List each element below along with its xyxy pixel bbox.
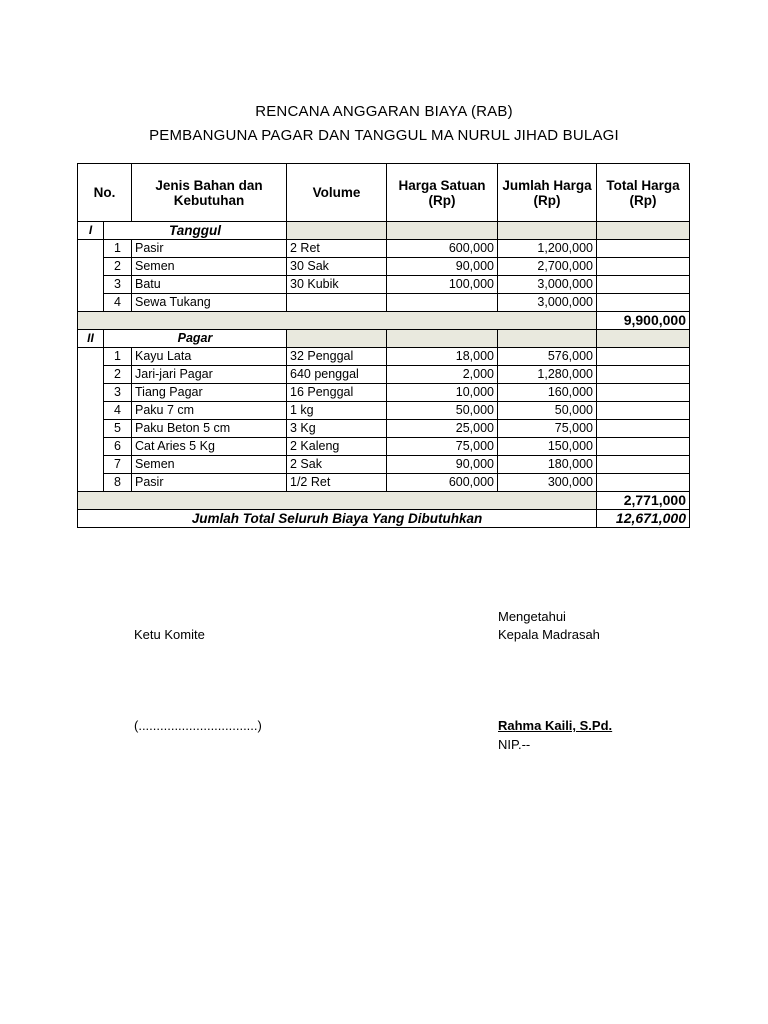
- grand-total-label: Jumlah Total Seluruh Biaya Yang Dibutuhkan: [78, 510, 597, 528]
- item-no: 4: [104, 294, 132, 312]
- item-no: 1: [104, 348, 132, 366]
- header-total-harga: Total Harga (Rp): [597, 164, 690, 222]
- item-volume: 2 Kaleng: [287, 438, 387, 456]
- section-header-row: [78, 330, 690, 348]
- signature-right-name: Rahma Kaili, S.Pd.: [498, 718, 613, 733]
- item-amount: 50,000: [498, 402, 597, 420]
- item-volume: 1 kg: [287, 402, 387, 420]
- item-volume: 3 Kg: [287, 420, 387, 438]
- item-volume: 30 Sak: [287, 258, 387, 276]
- table-header-row: [78, 164, 690, 222]
- item-unit-price: 25,000: [387, 420, 498, 438]
- item-amount: 300,000: [498, 474, 597, 492]
- item-amount: 576,000: [498, 348, 597, 366]
- subtotal-value: 9,900,000: [597, 312, 690, 330]
- signature-right-pre: Mengetahui: [498, 609, 566, 624]
- section-roman: I: [78, 222, 104, 240]
- grand-total-row: [78, 510, 690, 528]
- table-row: [78, 420, 690, 438]
- section-roman: II: [78, 330, 104, 348]
- item-unit-price: 18,000: [387, 348, 498, 366]
- item-amount: 2,700,000: [498, 258, 597, 276]
- item-no: 7: [104, 456, 132, 474]
- signature-left-role: Ketu Komite: [134, 627, 205, 642]
- subtotal-row: [78, 312, 690, 330]
- item-unit-price: 90,000: [387, 456, 498, 474]
- item-unit-price: 100,000: [387, 276, 498, 294]
- item-no: 2: [104, 258, 132, 276]
- item-name: Semen: [132, 258, 287, 276]
- table-row: [78, 294, 690, 312]
- section-title: Pagar: [104, 330, 287, 348]
- item-unit-price: 10,000: [387, 384, 498, 402]
- item-amount: 75,000: [498, 420, 597, 438]
- table-row: [78, 258, 690, 276]
- signature-right-nip: NIP.--: [498, 737, 531, 752]
- item-volume: 32 Penggal: [287, 348, 387, 366]
- item-no: 8: [104, 474, 132, 492]
- header-no: No.: [78, 164, 132, 222]
- item-amount: 3,000,000: [498, 294, 597, 312]
- item-amount: 160,000: [498, 384, 597, 402]
- table-row: [78, 240, 690, 258]
- table-row: [78, 348, 690, 366]
- item-name: Paku 7 cm: [132, 402, 287, 420]
- item-name: Cat Aries 5 Kg: [132, 438, 287, 456]
- signature-right-role: Kepala Madrasah: [498, 627, 600, 642]
- header-jumlah-harga: Jumlah Harga (Rp): [498, 164, 597, 222]
- header-harga-satuan: Harga Satuan (Rp): [387, 164, 498, 222]
- header-volume: Volume: [287, 164, 387, 222]
- item-name: Sewa Tukang: [132, 294, 287, 312]
- item-name: Pasir: [132, 240, 287, 258]
- item-volume: 2 Ret: [287, 240, 387, 258]
- item-unit-price: 90,000: [387, 258, 498, 276]
- item-unit-price: 600,000: [387, 240, 498, 258]
- item-name: Batu: [132, 276, 287, 294]
- item-volume: 16 Penggal: [287, 384, 387, 402]
- item-volume: 640 penggal: [287, 366, 387, 384]
- item-volume: 1/2 Ret: [287, 474, 387, 492]
- item-amount: 1,200,000: [498, 240, 597, 258]
- item-no: 3: [104, 276, 132, 294]
- item-unit-price: 50,000: [387, 402, 498, 420]
- item-name: Paku Beton 5 cm: [132, 420, 287, 438]
- item-unit-price: 75,000: [387, 438, 498, 456]
- item-no: 1: [104, 240, 132, 258]
- item-no: 3: [104, 384, 132, 402]
- table-row: [78, 438, 690, 456]
- item-name: Pasir: [132, 474, 287, 492]
- item-unit-price: 2,000: [387, 366, 498, 384]
- item-name: Semen: [132, 456, 287, 474]
- subtotal-value: 2,771,000: [597, 492, 690, 510]
- subtotal-row: [78, 492, 690, 510]
- document-subtitle: PEMBANGUNA PAGAR DAN TANGGUL MA NURUL JIHAD BULAGI: [149, 127, 619, 144]
- table-row: [78, 456, 690, 474]
- item-unit-price: 600,000: [387, 474, 498, 492]
- item-no: 5: [104, 420, 132, 438]
- header-jenis: Jenis Bahan dan Kebutuhan: [132, 164, 287, 222]
- item-amount: 180,000: [498, 456, 597, 474]
- table-row: [78, 384, 690, 402]
- table-row: [78, 276, 690, 294]
- item-amount: 150,000: [498, 438, 597, 456]
- item-amount: 3,000,000: [498, 276, 597, 294]
- item-no: 4: [104, 402, 132, 420]
- section-title: Tanggul: [104, 222, 287, 240]
- item-no: 2: [104, 366, 132, 384]
- table-row: [78, 474, 690, 492]
- section-header-row: [78, 222, 690, 240]
- table-row: [78, 402, 690, 420]
- item-volume: 30 Kubik: [287, 276, 387, 294]
- item-volume: 2 Sak: [287, 456, 387, 474]
- item-volume: [287, 294, 387, 312]
- item-name: Jari-jari Pagar: [132, 366, 287, 384]
- item-name: Kayu Lata: [132, 348, 287, 366]
- signature-left-placeholder: (.................................): [134, 718, 262, 733]
- document-title: RENCANA ANGGARAN BIAYA (RAB): [255, 103, 513, 120]
- table-row: [78, 366, 690, 384]
- item-unit-price: [387, 294, 498, 312]
- item-amount: 1,280,000: [498, 366, 597, 384]
- item-name: Tiang Pagar: [132, 384, 287, 402]
- budget-table: [77, 163, 690, 528]
- grand-total-value: 12,671,000: [597, 510, 690, 528]
- item-no: 6: [104, 438, 132, 456]
